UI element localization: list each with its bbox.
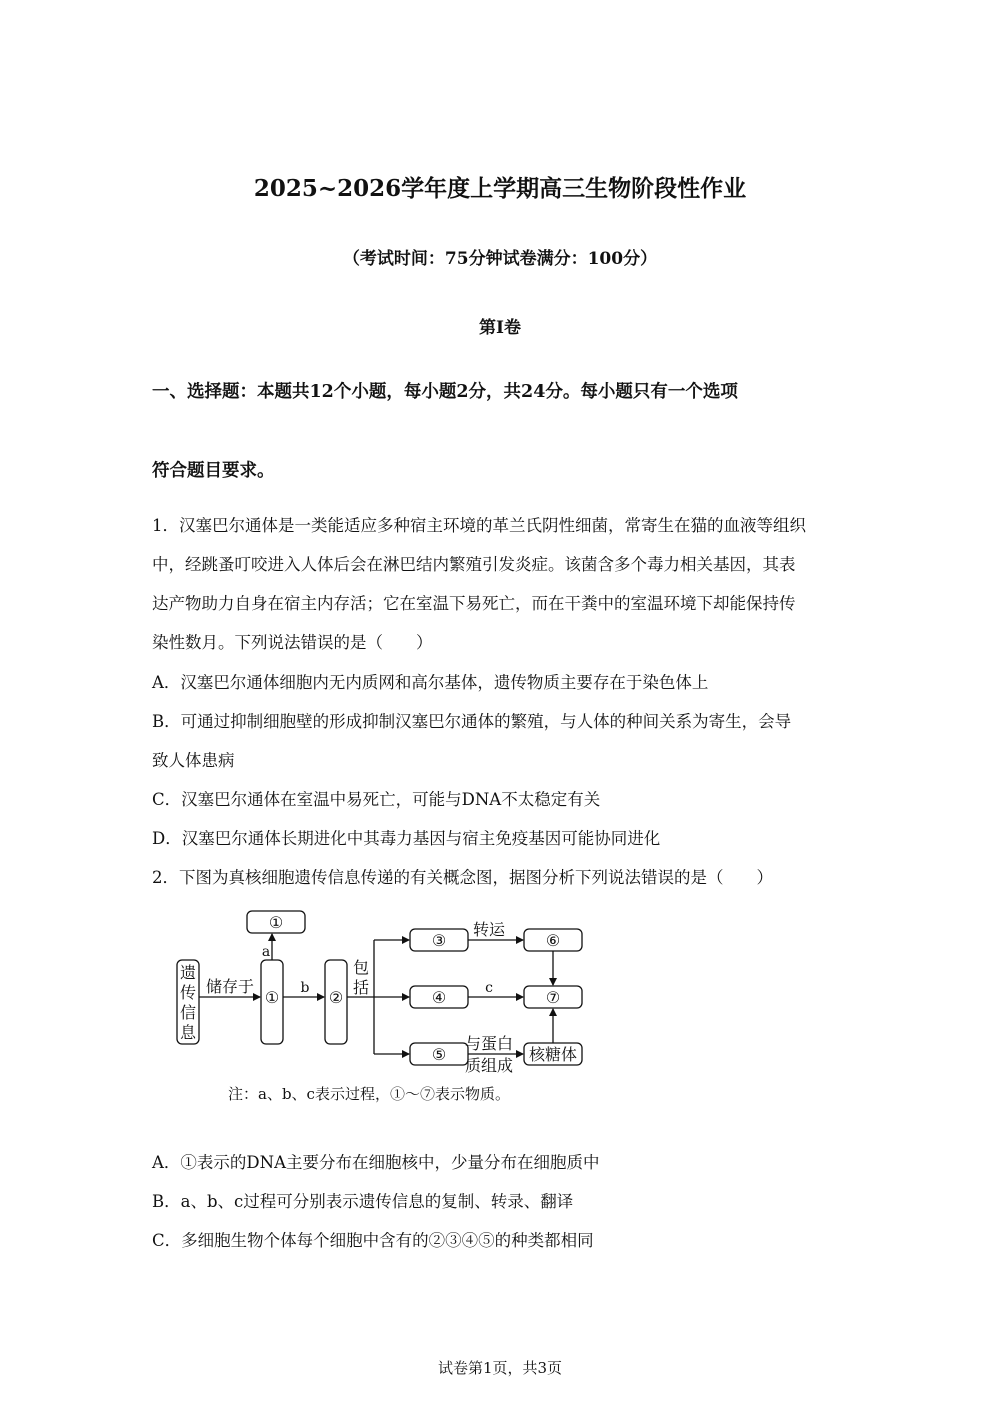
box-6-label: ⑥ bbox=[545, 931, 561, 950]
question-2-option-a: A．①表示的DNA主要分布在细胞核中，少量分布在细胞质中 bbox=[152, 1153, 600, 1172]
box-1-top-label: ① bbox=[268, 913, 284, 932]
question-1-option-a: A．汉塞巴尔通体细胞内无内质网和高尔基体，遗传物质主要存在于染色体上 bbox=[152, 673, 709, 692]
page-footer: 试卷第1页，共3页 bbox=[437, 1359, 563, 1377]
box-5-label: ⑤ bbox=[431, 1045, 447, 1064]
box-2-label: ② bbox=[328, 988, 344, 1007]
page-title: 2025~2026学年度上学期高三生物阶段性作业 bbox=[253, 175, 747, 202]
question-1-option-b-cont: 致人体患病 bbox=[152, 751, 235, 770]
genetic-info-char: 信 bbox=[179, 1003, 197, 1022]
genetic-info-char: 传 bbox=[179, 983, 197, 1002]
question-2-option-c: C．多细胞生物个体每个细胞中含有的②③④⑤的种类都相同 bbox=[152, 1231, 594, 1250]
section-heading-line-1: 一、选择题：本题共12个小题，每小题2分，共24分。每小题只有一个选项 bbox=[152, 382, 738, 402]
process-c-label: c bbox=[485, 980, 493, 996]
genetic-info-char: 息 bbox=[179, 1023, 197, 1042]
protein-label-line-2: 质组成 bbox=[464, 1056, 514, 1075]
box-7-label: ⑦ bbox=[545, 988, 561, 1007]
transport-label: 转运 bbox=[472, 920, 506, 939]
question-1-stem-line: 染性数月。下列说法错误的是（ ） bbox=[152, 633, 433, 652]
ribosome-label: 核糖体 bbox=[528, 1045, 578, 1064]
box-1-label: ① bbox=[264, 988, 280, 1007]
question-2-option-b: B．a、b、c过程可分别表示遗传信息的复制、转录、翻译 bbox=[152, 1192, 574, 1211]
question-1-option-b: B．可通过抑制细胞壁的形成抑制汉塞巴尔通体的繁殖，与人体的种间关系为寄生，会导 bbox=[152, 712, 792, 731]
include-char: 括 bbox=[352, 978, 370, 997]
concept-diagram bbox=[168, 903, 588, 1108]
process-b-label: b bbox=[300, 980, 310, 996]
question-1-option-d: D．汉塞巴尔通体长期进化中其毒力基因与宿主免疫基因可能协同进化 bbox=[152, 829, 661, 848]
genetic-info-char: 遗 bbox=[179, 963, 197, 982]
section-heading-line-2: 符合题目要求。 bbox=[152, 461, 275, 481]
question-1-option-c: C．汉塞巴尔通体在室温中易死亡，可能与DNA不太稳定有关 bbox=[152, 790, 601, 809]
include-char: 包 bbox=[352, 958, 370, 977]
store-label: 储存于 bbox=[205, 977, 255, 996]
question-2-stem: 2．下图为真核细胞遗传信息传递的有关概念图，据图分析下列说法错误的是（ ） bbox=[152, 868, 773, 887]
protein-label-line-1: 与蛋白 bbox=[464, 1034, 514, 1053]
process-a-label: a bbox=[261, 944, 271, 960]
question-1-stem-line: 中，经跳蚤叮咬进入人体后会在淋巴结内繁殖引发炎症。该菌含多个毒力相关基因，其表 bbox=[152, 555, 796, 574]
question-1-stem-line: 达产物助力自身在宿主内存活；它在室温下易死亡，而在干粪中的室温环境下却能保持传 bbox=[152, 594, 796, 613]
question-1-stem-line: 1．汉塞巴尔通体是一类能适应多种宿主环境的革兰氏阴性细菌，常寄生在猫的血液等组织 bbox=[152, 516, 806, 535]
diagram-note: 注：a、b、c表示过程，①～⑦表示物质。 bbox=[228, 1085, 510, 1103]
part-heading: 第I卷 bbox=[479, 318, 521, 338]
exam-info: （考试时间：75分钟试卷满分：100分） bbox=[342, 249, 658, 269]
box-4-label: ④ bbox=[431, 988, 447, 1007]
box-3-label: ③ bbox=[431, 931, 447, 950]
